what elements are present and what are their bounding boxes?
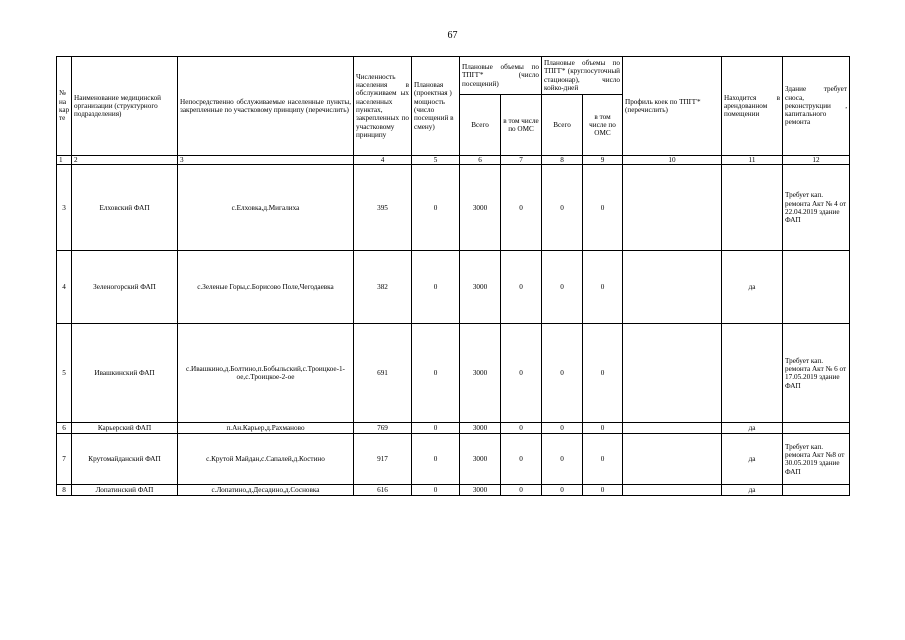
repair-note: Требует кап. ремонта Акт № 6 от 17.05.2019 здание ФАП bbox=[783, 324, 850, 423]
column-number: 4 bbox=[354, 156, 412, 165]
repair-note bbox=[783, 423, 850, 434]
organization-name: Лопатинский ФАП bbox=[72, 485, 178, 496]
organization-name: Елховский ФАП bbox=[72, 165, 178, 251]
column-number: 3 bbox=[178, 156, 354, 165]
rented bbox=[722, 165, 783, 251]
beds-oms: 0 bbox=[583, 434, 623, 485]
facilities-table bbox=[56, 56, 850, 496]
table-row bbox=[57, 434, 850, 485]
visits-total: 3000 bbox=[460, 423, 501, 434]
beds-total: 0 bbox=[542, 485, 583, 496]
header-number: № на кар те bbox=[57, 57, 72, 156]
capacity: 0 bbox=[412, 423, 460, 434]
header-population: Численность населения в обслуживаем ых населенных пунктах, закрепленных по участковому принципу bbox=[354, 57, 412, 156]
organization-name: Ивашкинский ФАП bbox=[72, 324, 178, 423]
rented: да bbox=[722, 251, 783, 324]
organization-name: Зеленогорский ФАП bbox=[72, 251, 178, 324]
visits-total: 3000 bbox=[460, 251, 501, 324]
capacity: 0 bbox=[412, 434, 460, 485]
column-number-row bbox=[57, 156, 850, 165]
header-settlements: Непосредственно обслуживаемые населенные пункты, закрепленные по участковому принципу (перечислить) bbox=[178, 57, 354, 156]
header-beds-oms: в том числе по ОМС bbox=[583, 95, 623, 156]
row-number: 4 bbox=[57, 251, 72, 324]
visits-total: 3000 bbox=[460, 485, 501, 496]
table-row bbox=[57, 324, 850, 423]
row-number: 7 bbox=[57, 434, 72, 485]
bed-profile bbox=[623, 251, 722, 324]
organization-name: Карьерский ФАП bbox=[72, 423, 178, 434]
rented bbox=[722, 324, 783, 423]
settlements: с.Елховка,д.Мигалиха bbox=[178, 165, 354, 251]
column-number: 2 bbox=[72, 156, 178, 165]
column-number: 5 bbox=[412, 156, 460, 165]
beds-total: 0 bbox=[542, 251, 583, 324]
column-number: 10 bbox=[623, 156, 722, 165]
header-beds-total: Всего bbox=[542, 95, 583, 156]
population: 616 bbox=[354, 485, 412, 496]
column-number: 1 bbox=[57, 156, 72, 165]
visits-total: 3000 bbox=[460, 434, 501, 485]
beds-oms: 0 bbox=[583, 485, 623, 496]
header-visits-oms: в том числе по ОМС bbox=[501, 95, 542, 156]
visits-oms: 0 bbox=[501, 434, 542, 485]
header-rented: Находится в арендованном помещении bbox=[722, 57, 783, 156]
column-number: 11 bbox=[722, 156, 783, 165]
population: 691 bbox=[354, 324, 412, 423]
visits-oms: 0 bbox=[501, 324, 542, 423]
bed-profile bbox=[623, 485, 722, 496]
header-organization: Наименование медицинской организации (структурного подразделения) bbox=[72, 57, 178, 156]
repair-note bbox=[783, 485, 850, 496]
column-number: 9 bbox=[583, 156, 623, 165]
header-visits-total: Всего bbox=[460, 95, 501, 156]
column-number: 12 bbox=[783, 156, 850, 165]
visits-oms: 0 bbox=[501, 165, 542, 251]
bed-profile bbox=[623, 423, 722, 434]
beds-total: 0 bbox=[542, 423, 583, 434]
beds-oms: 0 bbox=[583, 324, 623, 423]
bed-profile bbox=[623, 434, 722, 485]
table-row bbox=[57, 485, 850, 496]
column-number: 6 bbox=[460, 156, 501, 165]
beds-oms: 0 bbox=[583, 251, 623, 324]
table-row bbox=[57, 423, 850, 434]
rented: да bbox=[722, 434, 783, 485]
column-number: 8 bbox=[542, 156, 583, 165]
settlements: с.Лопатино,д.Десадино,д.Сосновка bbox=[178, 485, 354, 496]
settlements: с.Крутой Майдан,с.Сапалей,д.Костино bbox=[178, 434, 354, 485]
repair-note bbox=[783, 251, 850, 324]
header-repair: Здание требует сноса, реконструкции , капитального ремонта bbox=[783, 57, 850, 156]
population: 917 bbox=[354, 434, 412, 485]
beds-total: 0 bbox=[542, 324, 583, 423]
capacity: 0 bbox=[412, 485, 460, 496]
table-row bbox=[57, 165, 850, 251]
header-capacity: Плановая (проектная ) мощность (число посещений в смену) bbox=[412, 57, 460, 156]
header-planned-visits: Плановые объемы по ТПГГ* (число посещений) bbox=[460, 57, 542, 95]
rented: да bbox=[722, 485, 783, 496]
page-number: 67 bbox=[447, 30, 458, 41]
visits-total: 3000 bbox=[460, 165, 501, 251]
visits-oms: 0 bbox=[501, 485, 542, 496]
row-number: 5 bbox=[57, 324, 72, 423]
settlements: с.Зеленые Горы,с.Борисово Поле,Чегодаевка bbox=[178, 251, 354, 324]
repair-note: Требует кап. ремонта Акт № 4 от 22.04.2019 здание ФАП bbox=[783, 165, 850, 251]
beds-oms: 0 bbox=[583, 423, 623, 434]
header-bed-profile: Профиль коек по ТПГГ* (перечислить) bbox=[623, 57, 722, 156]
beds-oms: 0 bbox=[583, 165, 623, 251]
settlements: с.Ивашкино,д.Болтино,п.Бобыльский,с.Троицкое-1-ое,с.Троицкое-2-ое bbox=[178, 324, 354, 423]
bed-profile bbox=[623, 324, 722, 423]
capacity: 0 bbox=[412, 251, 460, 324]
rented: да bbox=[722, 423, 783, 434]
header-planned-beds: Плановые объемы по ТПГГ* (круглосуточный стационар), число койко-дней bbox=[542, 57, 623, 95]
population: 382 bbox=[354, 251, 412, 324]
population: 769 bbox=[354, 423, 412, 434]
capacity: 0 bbox=[412, 165, 460, 251]
repair-note: Требует кап. ремонта Акт №8 от 30.05.2019 здание ФАП bbox=[783, 434, 850, 485]
row-number: 3 bbox=[57, 165, 72, 251]
visits-oms: 0 bbox=[501, 251, 542, 324]
bed-profile bbox=[623, 165, 722, 251]
table-row bbox=[57, 251, 850, 324]
row-number: 8 bbox=[57, 485, 72, 496]
organization-name: Крутомайданский ФАП bbox=[72, 434, 178, 485]
capacity: 0 bbox=[412, 324, 460, 423]
settlements: п.Ан.Карьер,д.Рахманово bbox=[178, 423, 354, 434]
visits-total: 3000 bbox=[460, 324, 501, 423]
beds-total: 0 bbox=[542, 165, 583, 251]
header-row bbox=[57, 57, 850, 95]
column-number: 7 bbox=[501, 156, 542, 165]
population: 395 bbox=[354, 165, 412, 251]
beds-total: 0 bbox=[542, 434, 583, 485]
visits-oms: 0 bbox=[501, 423, 542, 434]
row-number: 6 bbox=[57, 423, 72, 434]
